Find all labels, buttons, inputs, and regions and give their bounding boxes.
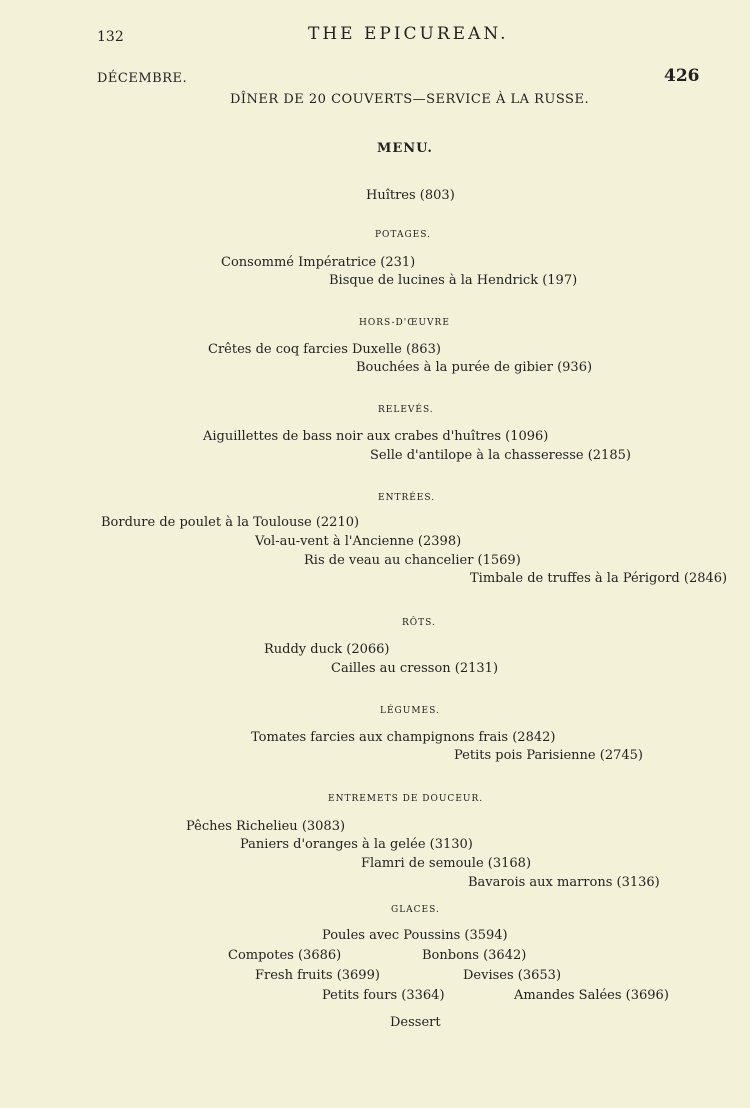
menu-item: Paniers d'oranges à la gelée (3130) xyxy=(240,837,473,852)
menu-item: Consommé Impératrice (231) xyxy=(221,255,416,270)
menu-item: Flamri de semoule (3168) xyxy=(361,856,532,871)
menu-item: Ruddy duck (2066) xyxy=(264,642,390,657)
menu-title: DÎNER DE 20 COUVERTS—SERVICE À LA RUSSE. xyxy=(230,92,590,107)
section-heading: POTAGES. xyxy=(375,230,431,240)
menu-item: Bonbons (3642) xyxy=(422,948,527,963)
section-heading: LÉGUMES. xyxy=(380,706,440,716)
menu-item: Bavarois aux marrons (3136) xyxy=(468,875,660,890)
section-heading: RÔTS. xyxy=(402,618,436,628)
menu-item: Bisque de lucines à la Hendrick (197) xyxy=(329,273,578,288)
menu-number: 426 xyxy=(664,66,700,86)
menu-item: Devises (3653) xyxy=(463,968,562,983)
menu-item: Selle d'antilope à la chasseresse (2185) xyxy=(370,448,631,463)
menu-item: Timbale de truffes à la Périgord (2846) xyxy=(470,571,728,586)
menu-item: Petits pois Parisienne (2745) xyxy=(454,748,643,763)
menu-item: Huîtres (803) xyxy=(366,188,455,203)
menu-item: Fresh fruits (3699) xyxy=(255,968,380,983)
menu-item: Poules avec Poussins (3594) xyxy=(322,928,508,943)
section-heading: GLACES. xyxy=(391,905,440,915)
section-heading: RELEVÉS. xyxy=(378,405,434,415)
menu-item: Vol-au-vent à l'Ancienne (2398) xyxy=(255,534,462,549)
page-number: 132 xyxy=(97,29,124,45)
menu-item: Compotes (3686) xyxy=(228,948,342,963)
menu-item: Amandes Salées (3696) xyxy=(514,988,669,1003)
menu-item: Tomates farcies aux champignons frais (2842) xyxy=(251,730,556,745)
month-label: DÉCEMBRE. xyxy=(97,71,188,86)
menu-item: Pêches Richelieu (3083) xyxy=(186,819,346,834)
menu-item: Bordure de poulet à la Toulouse (2210) xyxy=(101,515,360,530)
section-heading: HORS-D'ŒUVRE xyxy=(359,318,450,328)
menu-heading: MENU. xyxy=(377,141,433,156)
section-heading: ENTRÉES. xyxy=(378,493,436,503)
section-heading: ENTREMETS DE DOUCEUR. xyxy=(328,794,484,804)
menu-item: Cailles au cresson (2131) xyxy=(331,661,499,676)
menu-item: Dessert xyxy=(390,1015,441,1030)
running-title: THE EPICUREAN. xyxy=(308,24,509,44)
menu-item: Ris de veau au chancelier (1569) xyxy=(304,553,521,568)
menu-item: Petits fours (3364) xyxy=(322,988,445,1003)
menu-item: Crêtes de coq farcies Duxelle (863) xyxy=(208,342,441,357)
menu-item: Bouchées à la purée de gibier (936) xyxy=(356,360,593,375)
menu-item: Aiguillettes de bass noir aux crabes d'huîtres (1096) xyxy=(203,429,549,444)
